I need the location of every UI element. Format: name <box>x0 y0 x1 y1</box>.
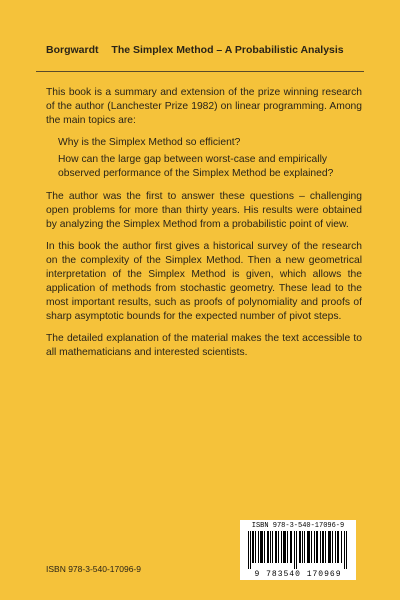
topics-list <box>46 136 362 181</box>
barcode-number: 9 783540 170969 <box>240 570 356 579</box>
topic-item: Why is the Simplex Method so efficient? <box>58 137 241 148</box>
topic-item: How can the large gap between worst-case and empirically observed performance of the Simplex Method be explained? <box>58 154 334 179</box>
paragraph-2: The author was the first to answer these questions – challenging open problems for more than thirty years. His results were obtained by analyzing the Simplex Method from a probabilistic point of view. <box>46 191 362 230</box>
book-header <box>46 44 376 56</box>
barcode <box>240 520 356 580</box>
paragraph-4: The detailed explanation of the material makes the text accessible to all mathematicians and interested scientists. <box>46 333 362 358</box>
paragraph-3: In this book the author first gives a historical survey of the research on the complexity of the Simplex Method. Then a new geometrical interpretation of the Simplex Method is given, which allows the application of methods from stochastic geometry. These lead to the most important results, such as proofs of polynomiality and proofs of sharp asymptotic bounds for the expected number of pivot steps. <box>46 241 362 322</box>
blurb-text <box>46 86 362 368</box>
intro-paragraph: This book is a summary and extension of the prize winning research of the author (Lanchester Prize 1982) on linear programming. Among the main topics are: <box>46 87 362 126</box>
barcode-isbn-caption: ISBN 978-3-540-17096-9 <box>251 522 345 530</box>
book-title: The Simplex Method – A Probabilistic Analysis <box>111 44 344 56</box>
barcode-bars <box>248 531 348 569</box>
isbn-text: ISBN 978-3-540-17096-9 <box>46 564 141 574</box>
header-divider <box>36 71 364 72</box>
author-name: Borgwardt <box>46 44 99 56</box>
